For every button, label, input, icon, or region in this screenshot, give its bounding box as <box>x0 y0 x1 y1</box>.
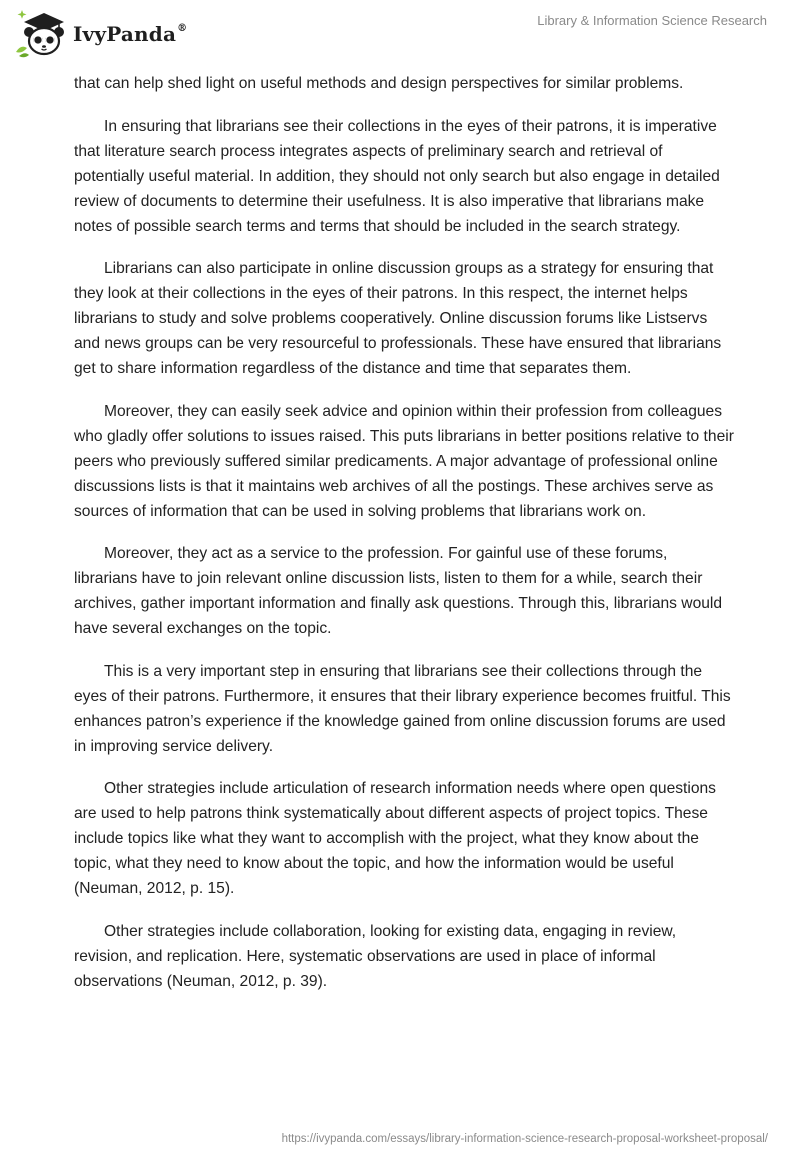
brand-name-text: IvyPanda <box>73 22 177 46</box>
paragraph: Librarians can also participate in online discussion groups as a strategy for ensuring that they look at their collections in the eyes of their patrons. In this respect, the internet helps librarians to study and solve problems cooperatively. Online discussion forums like Listservs and news groups can be very resourceful to professionals. These have ensured that librarians get to share information regardless of the distance and time that separates them. <box>74 260 722 377</box>
paragraph: Moreover, they act as a service to the profession. For gainful use of these forums, librarians have to join relevant online discussion lists, listen to them for a while, search their archives, gather important information and finally ask questions. Through this, librarians would have several exchanges on the topic. <box>74 545 723 637</box>
brand-logo[interactable] <box>15 8 187 58</box>
paragraph-continuation: that can help shed light on useful methods and design perspectives for similar problems. <box>74 75 684 92</box>
page-header <box>0 0 800 64</box>
paragraph: Other strategies include collaboration, looking for existing data, engaging in review, revision, and replication. Here, systematic observations are used in place of informal observations (Neuman, 2012, p. 39). <box>74 922 677 990</box>
panda-graduate-icon <box>15 8 67 58</box>
paragraph: In ensuring that librarians see their collections in the eyes of their patrons, it is imperative that literature search process integrates aspects of preliminary search and retrieval of potentially useful material. In addition, they should not only search but also engage in detailed review of documents to determine their usefulness. It is also imperative that librarians make notes of possible search terms and terms that should be included in the search strategy. <box>74 117 720 235</box>
paragraph: Other strategies include articulation of research information needs where open questions are used to help patrons think systematically about different aspects of project topics. These include topics like what they want to accomplish with the project, what they know about the topic, what they need to know about the topic, and how the information would be useful (Neuman, 2012, p. 15). <box>74 780 716 897</box>
essay-body <box>74 71 734 1011</box>
paragraph: Moreover, they can easily seek advice and opinion within their profession from colleagues who gladly offer solutions to issues raised. This puts librarians in better positions relative to their peers who previously suffered similar predicaments. A major advantage of professional online discussions lists is that it maintains web archives of all the postings. These archives serve as sources of information that can be used in solving problems that librarians work on. <box>74 402 734 520</box>
brand-name <box>73 22 187 46</box>
registered-mark: ® <box>177 23 188 35</box>
source-url[interactable]: https://ivypanda.com/essays/library-information-science-research-proposal-worksheet-proposal/ <box>281 1133 768 1145</box>
document-category: Library & Information Science Research <box>537 13 767 28</box>
paragraph: This is a very important step in ensuring that librarians see their collections through the eyes of their patrons. Furthermore, it ensures that their library experience becomes fruitful. This enhances patron’s experience if the knowledge gained from online discussion forums are used in improving service delivery. <box>74 662 731 755</box>
